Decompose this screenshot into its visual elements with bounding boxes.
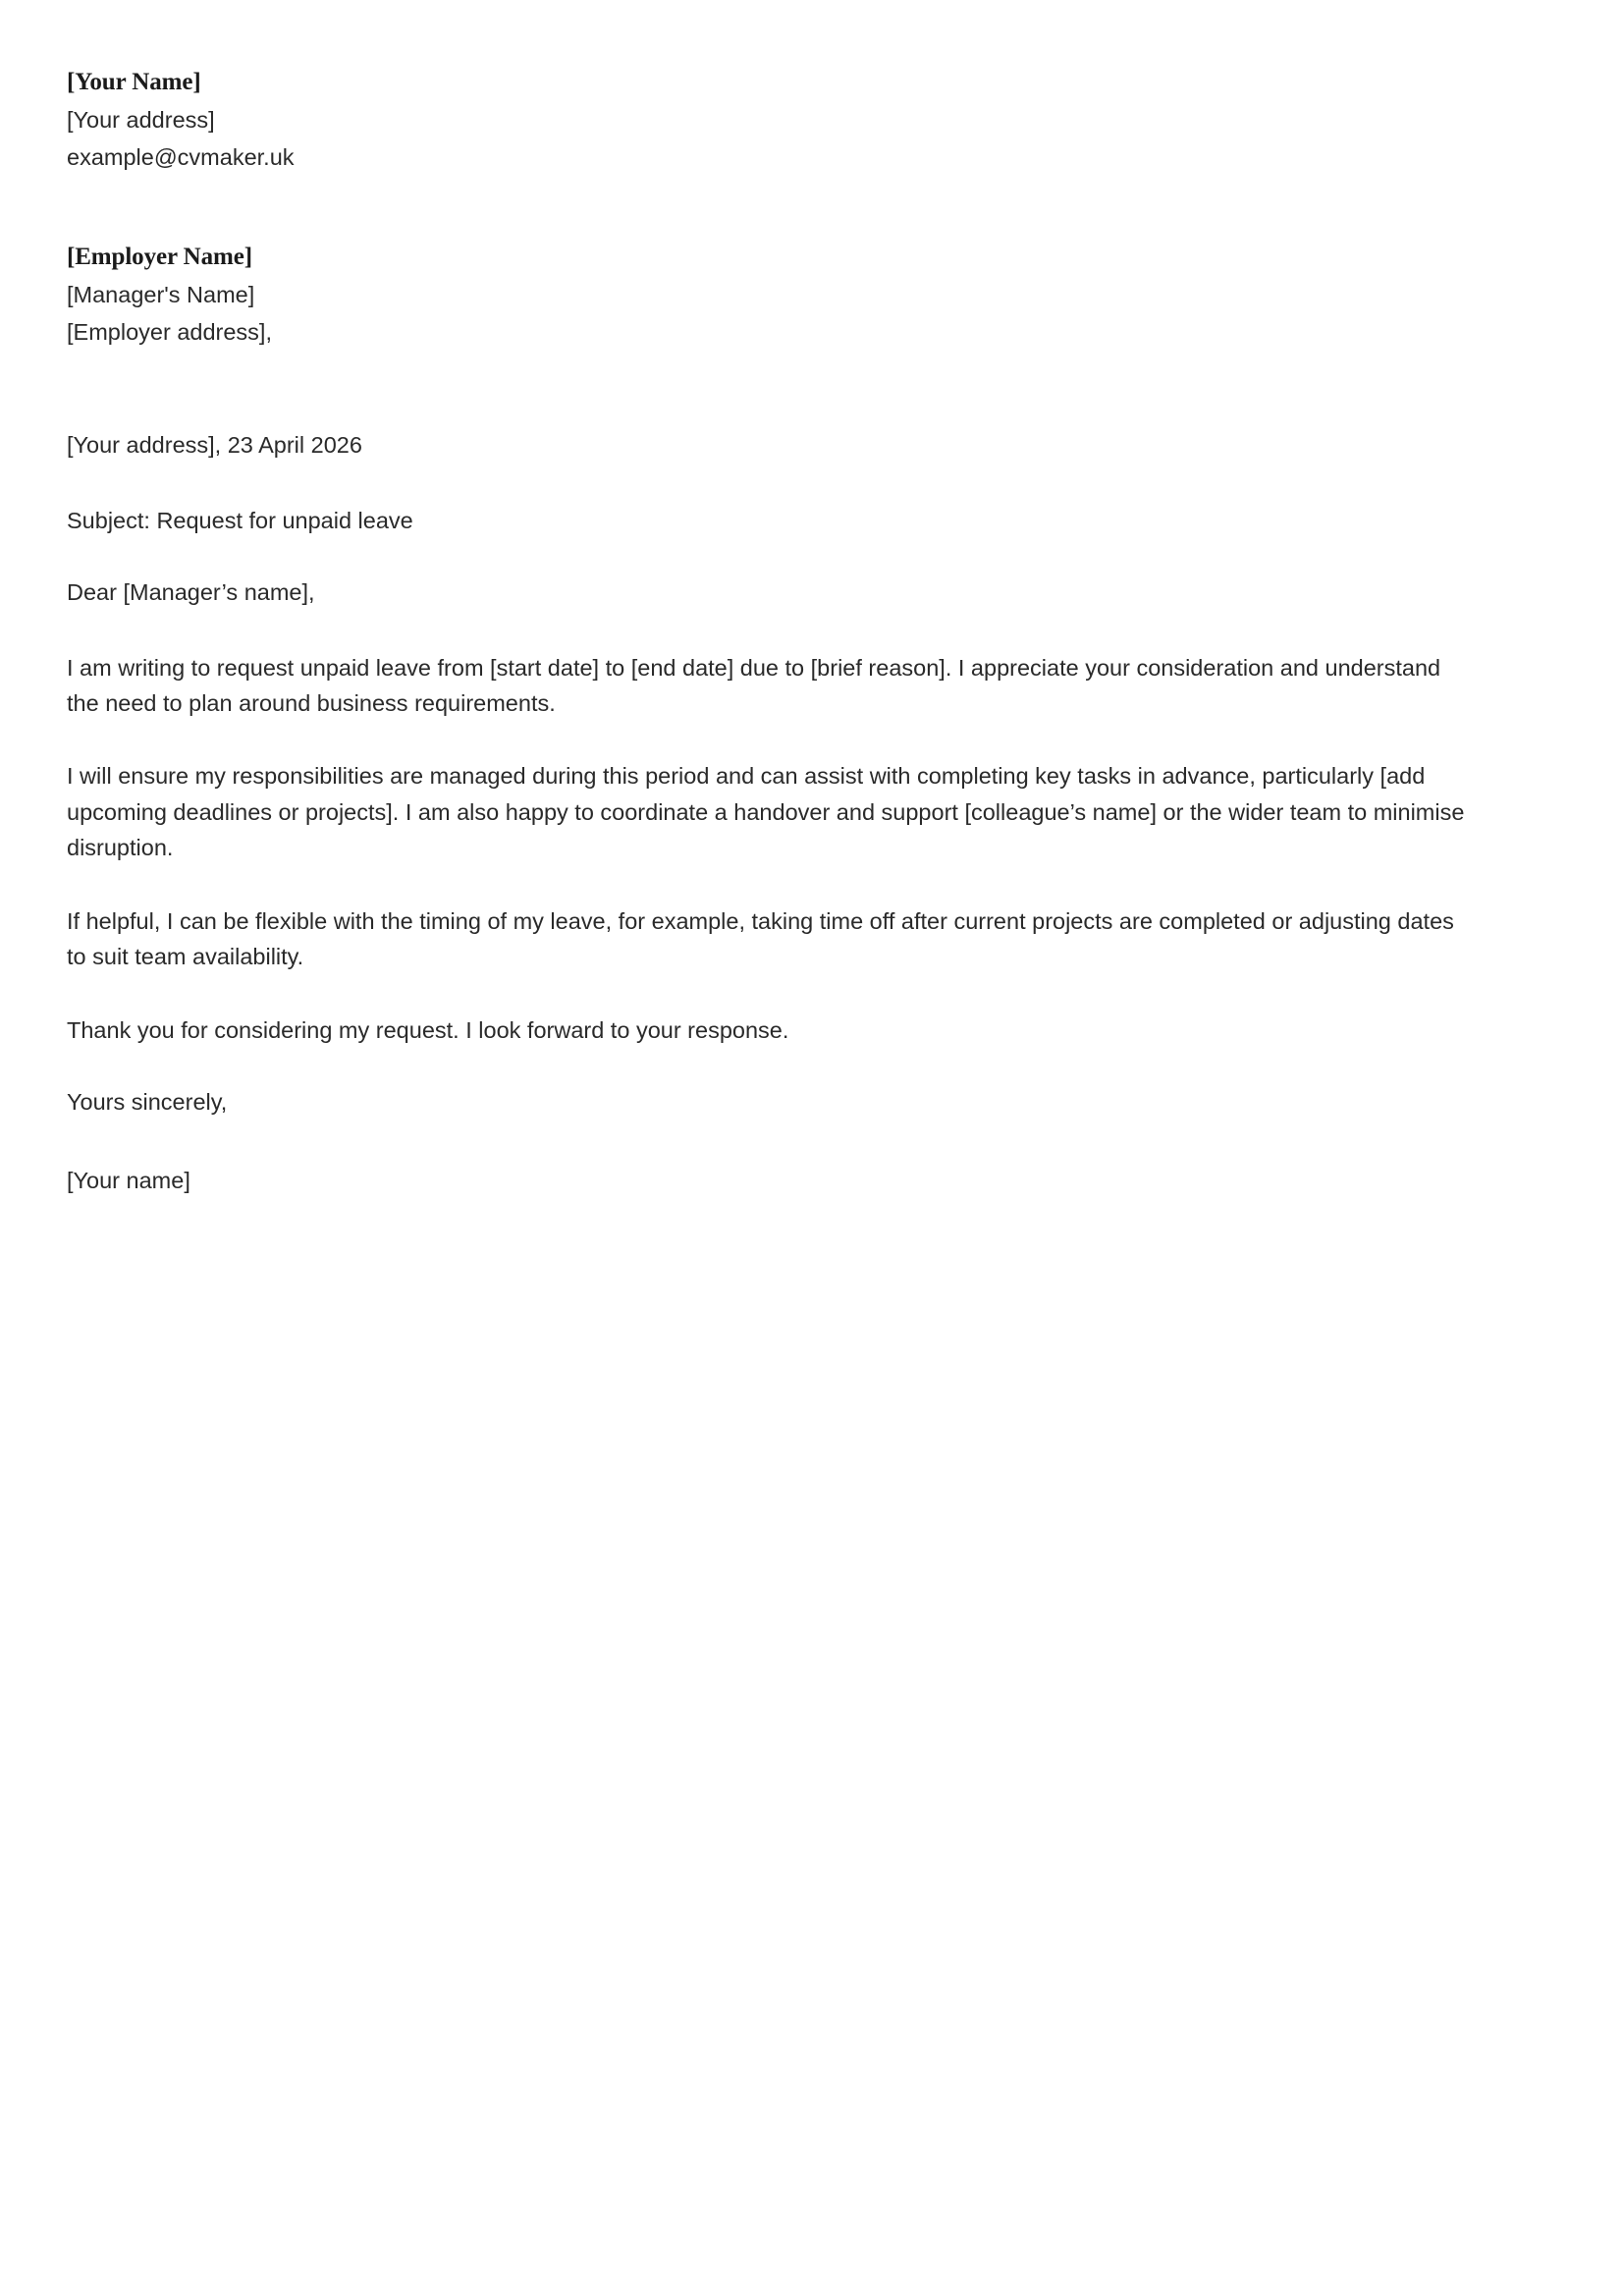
sender-email: example@cvmaker.uk (67, 144, 295, 171)
letter-body (67, 67, 1471, 1199)
spacer-after-sender (67, 181, 1471, 242)
recipient-block (67, 242, 1471, 348)
spacer-after-recipient (67, 348, 1471, 428)
signature-name: [Your name] (67, 1168, 190, 1194)
recipient-manager-name: [Manager's Name] (67, 282, 255, 308)
sender-name: [Your Name] (67, 69, 201, 95)
sender-block (67, 67, 1471, 173)
body-paragraph-3: If helpful, I can be flexible with the timing of my leave, for example, taking time off after current projects are completed or adjusting dates to suit team availability. (67, 907, 1454, 970)
recipient-employer-name: [Employer Name] (67, 243, 252, 270)
body-paragraph-2: I will ensure my responsibilities are managed during this period and can assist with completing key tasks in advance, particularly [add upcoming deadlines or projects]. I am also happy to coordinate a handover and support [colleague’s name] or the wider team to minimise disruption. (67, 763, 1465, 861)
body-paragraph-1: I am writing to request unpaid leave from [start date] to [end date] due to [brief reason]. I appreciate your consideration and understand the need to plan around business requirements. (67, 654, 1441, 717)
recipient-employer-address: [Employer address], (67, 319, 272, 346)
place-and-date: [Your address], 23 April 2026 (67, 431, 362, 458)
sender-address: [Your address] (67, 107, 215, 134)
salutation: Dear [Manager’s name], (67, 579, 315, 606)
body-paragraph-4: Thank you for considering my request. I look forward to your response. (67, 1016, 789, 1043)
subject-line: Subject: Request for unpaid leave (67, 508, 413, 534)
closing-line: Yours sincerely, (67, 1089, 228, 1115)
